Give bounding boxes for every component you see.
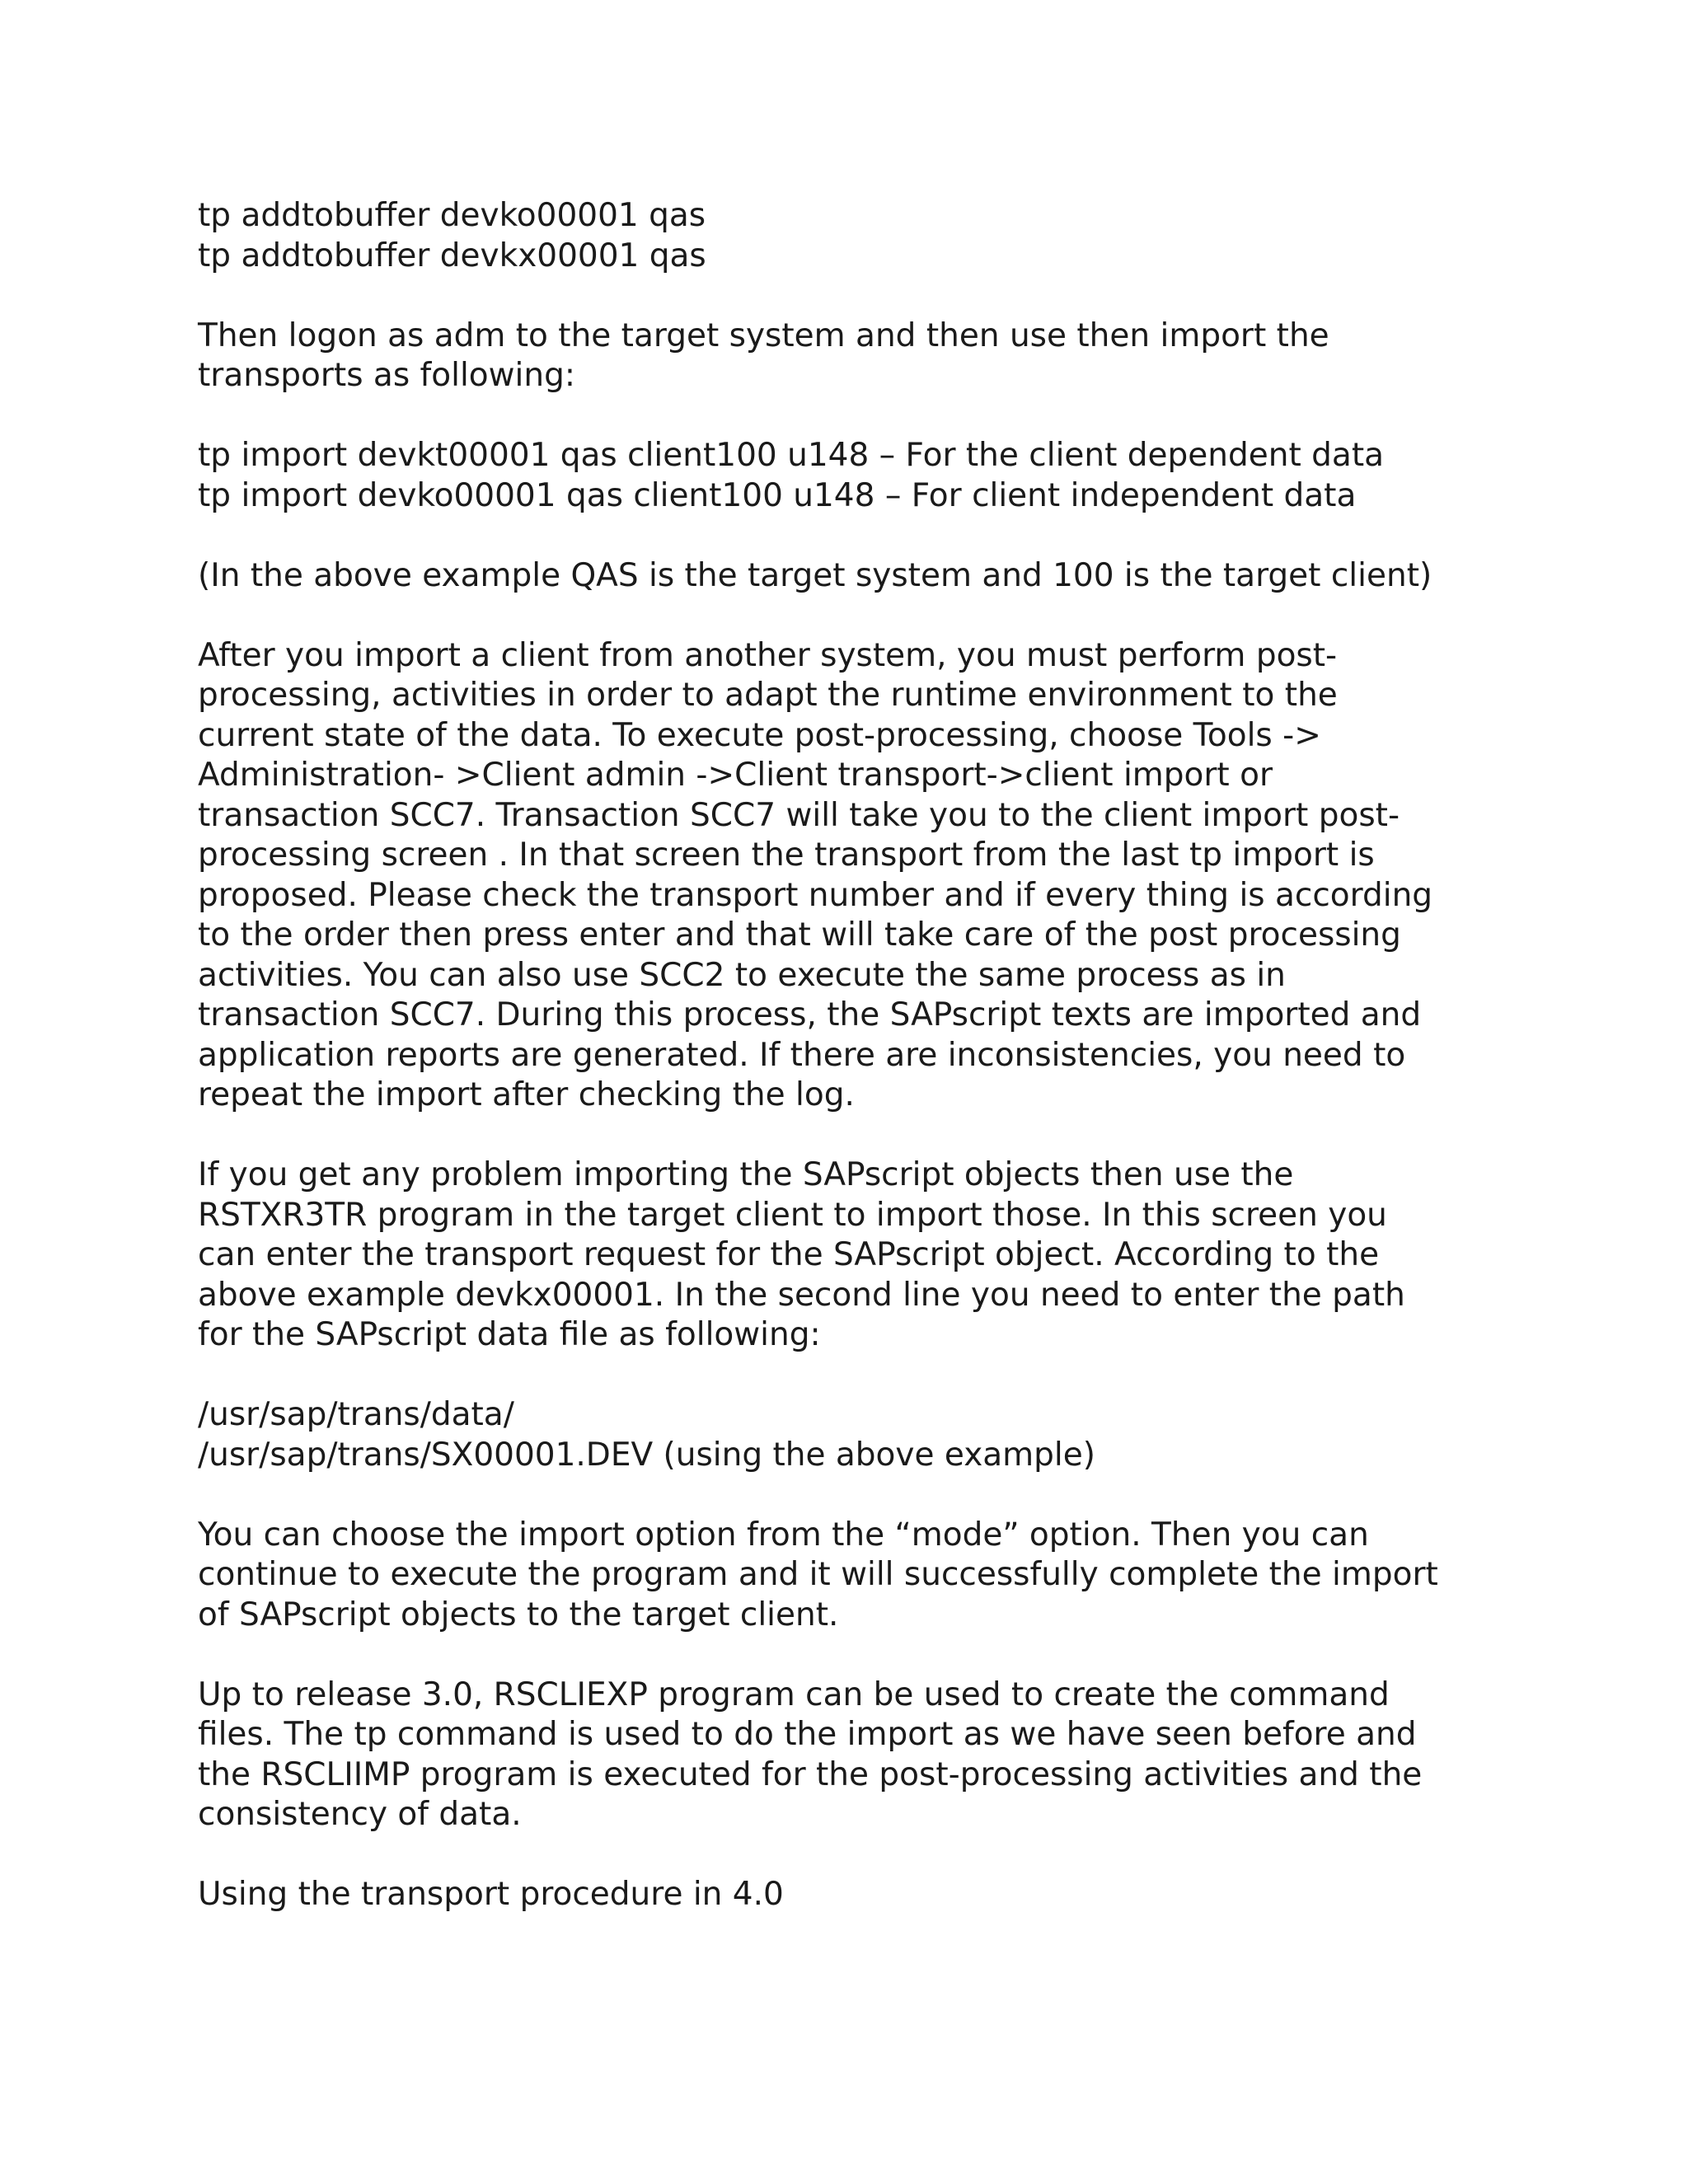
- text-line: proposed. Please check the transport number and if every thing is according: [198, 876, 1433, 914]
- paragraph-gap: [198, 1356, 1517, 1396]
- text-line: transports as following:: [198, 357, 576, 394]
- text-line: (In the above example QAS is the target system and 100 is the target client): [198, 556, 1432, 594]
- text-line: files. The tp command is used to do the import as we have seen before and: [198, 1716, 1417, 1753]
- text-line: consistency of data.: [198, 1796, 522, 1833]
- paragraph-gap: [198, 516, 1517, 556]
- text-line: Using the transport procedure in 4.0: [198, 1876, 784, 1913]
- text-line: After you import a client from another system, you must perform post-: [198, 636, 1338, 674]
- paragraph-file-paths: [198, 1395, 1517, 1475]
- paragraph-gap: [198, 276, 1517, 316]
- paragraph-gap: [198, 1116, 1517, 1156]
- paragraph-release-3: [198, 1675, 1517, 1835]
- text-line: transaction SCC7. Transaction SCC7 will take you to the client import post-: [198, 796, 1400, 834]
- text-line: tp addtobuffer devko00001 qas: [198, 197, 706, 234]
- paragraph-gap: [198, 1635, 1517, 1675]
- text-line: for the SAPscript data file as following:: [198, 1316, 821, 1353]
- text-line: RSTXR3TR program in the target client to import those. In this screen you: [198, 1196, 1387, 1234]
- paragraph-addtobuffer-commands: [198, 196, 1517, 276]
- text-line: tp import devkt00001 qas client100 u148 – For the client dependent data: [198, 437, 1385, 474]
- text-line: Up to release 3.0, RSCLIEXP program can be used to create the command: [198, 1675, 1390, 1713]
- text-line: repeat the import after checking the log.: [198, 1076, 855, 1113]
- text-line: processing, activities in order to adapt the runtime environment to the: [198, 677, 1338, 714]
- paragraph-gap: [198, 1835, 1517, 1876]
- text-line: application reports are generated. If there are inconsistencies, you need to: [198, 1036, 1406, 1074]
- text-line: tp import devko00001 qas client100 u148 – For client independent data: [198, 476, 1357, 514]
- paragraph-gap: [198, 596, 1517, 636]
- text-line: can enter the transport request for the SAPscript object. According to the: [198, 1236, 1380, 1273]
- paragraph-logon-instructions: [198, 316, 1517, 396]
- text-line: /usr/sap/trans/SX00001.DEV (using the above example): [198, 1436, 1095, 1474]
- paragraph-gap: [198, 1475, 1517, 1516]
- text-line: /usr/sap/trans/data/: [198, 1396, 514, 1433]
- text-line: Administration- >Client admin ->Client transport->client import or: [198, 757, 1273, 794]
- paragraph-transport-procedure-heading: [198, 1875, 1517, 1915]
- paragraph-post-processing: [198, 636, 1517, 1116]
- paragraph-sapscript-problems: [198, 1155, 1517, 1356]
- text-line: above example devkx00001. In the second line you need to enter the path: [198, 1276, 1405, 1314]
- text-line: current state of the data. To execute post-processing, choose Tools ->: [198, 716, 1321, 754]
- text-line: tp addtobuffer devkx00001 qas: [198, 237, 706, 274]
- text-line: If you get any problem importing the SAPscript objects then use the: [198, 1156, 1294, 1193]
- text-line: to the order then press enter and that will take care of the post processing: [198, 916, 1401, 954]
- document-body: [198, 196, 1517, 1915]
- text-line: activities. You can also use SCC2 to execute the same process as in: [198, 956, 1286, 994]
- text-line: Then logon as adm to the target system and then use then import the: [198, 316, 1329, 354]
- text-line: processing screen . In that screen the transport from the last tp import is: [198, 837, 1375, 874]
- text-line: transaction SCC7. During this process, the SAPscript texts are imported and: [198, 996, 1422, 1033]
- text-line: the RSCLIIMP program is executed for the post-processing activities and the: [198, 1755, 1423, 1793]
- text-line: of SAPscript objects to the target client.: [198, 1596, 839, 1633]
- text-line: You can choose the import option from the “mode” option. Then you can: [198, 1516, 1369, 1554]
- paragraph-gap: [198, 396, 1517, 437]
- paragraph-example-note: [198, 556, 1517, 597]
- text-line: continue to execute the program and it will successfully complete the import: [198, 1556, 1438, 1593]
- paragraph-import-commands: [198, 436, 1517, 516]
- paragraph-import-mode: [198, 1516, 1517, 1636]
